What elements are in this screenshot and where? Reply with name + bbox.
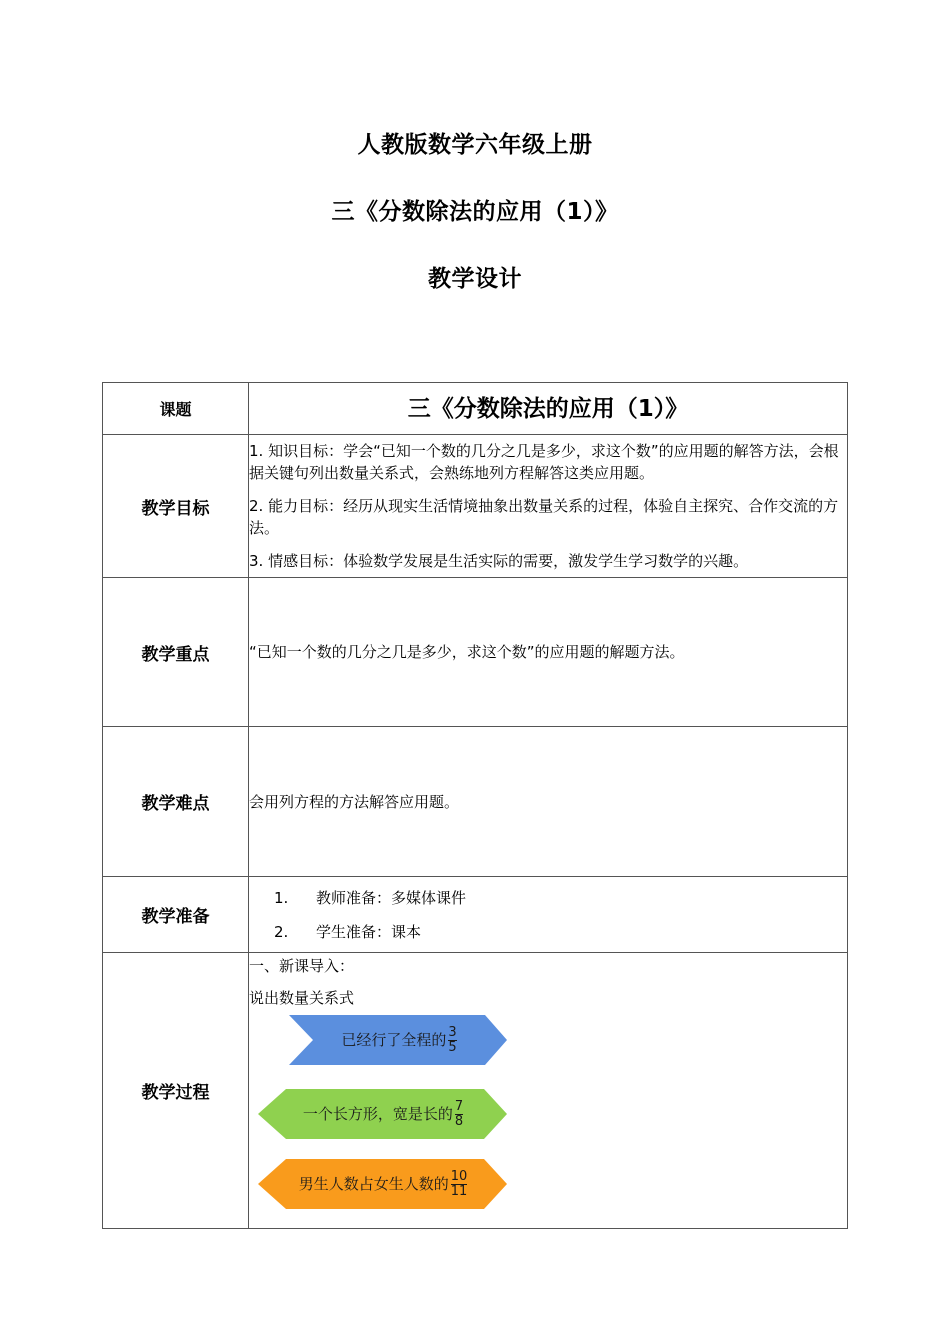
process-content [249,953,848,1229]
prep-item [274,921,847,943]
lesson-plan-table [102,382,848,1229]
process-sub: 说出数量关系式 [249,989,355,1007]
difficulty-label: 教学难点 [103,727,249,877]
fraction: $\frac{10}{11}$ [450,1168,468,1199]
goals-label: 教学目标 [103,435,249,578]
prep-item-number: 1. [274,888,289,907]
process-label: 教学过程 [103,953,249,1229]
arrow-text: 已经行了全程的 [341,1031,447,1049]
prep-item-text: 教师准备：多媒体课件 [316,888,467,907]
arrow-card-distance [289,1015,509,1065]
prep-item-number: 2. [274,922,289,941]
arrow-card-rectangle [258,1089,508,1139]
fraction: $\frac{7}{8}$ [454,1098,464,1129]
goal-item: 2. 能力目标：经历从现实生活情境抽象出数量关系的过程，体验自主探究、合作交流的方法。 [249,497,839,537]
process-row [103,953,848,1229]
process-intro: 一、新课导入： [249,957,355,975]
lesson-title: 三《分数除法的应用（1）》 [331,199,619,225]
goal-item: 1. 知识目标：学会“已知一个数的几分之几是多少，求这个数”的应用题的解答方法，会根据关键句列出数量关系式，会熟练地列方程解答这类应用题。 [249,442,839,482]
document-subtitle: 教学设计 [428,266,522,292]
goals-list [249,435,848,578]
arrow-text: 一个长方形，宽是长的 [302,1105,453,1123]
arrow-card-students [258,1159,508,1209]
goals-row [103,435,848,578]
goal-item: 3. 情感目标：体验数学发展是生活实际的需要，激发学生学习数学的兴趣。 [249,552,749,570]
topic-row [103,383,848,435]
key-label: 教学重点 [103,578,249,727]
prep-row [103,877,848,953]
prep-item [274,887,847,909]
prep-label: 教学准备 [103,877,249,953]
topic-label: 课题 [103,383,249,435]
fraction: $\frac{3}{5}$ [448,1024,457,1055]
difficulty-value: 会用列方程的方法解答应用题。 [249,792,460,811]
key-value: “已知一个数的几分之几是多少，求这个数”的应用题的解题方法。 [249,643,685,661]
key-row [103,578,848,727]
topic-value: 三《分数除法的应用（1）》 [407,395,689,422]
arrow-text: 男生人数占女生人数的 [298,1175,449,1193]
prep-item-text: 学生准备：课本 [316,922,422,941]
difficulty-row [103,727,848,877]
document-title: 人教版数学六年级上册 [357,132,593,158]
